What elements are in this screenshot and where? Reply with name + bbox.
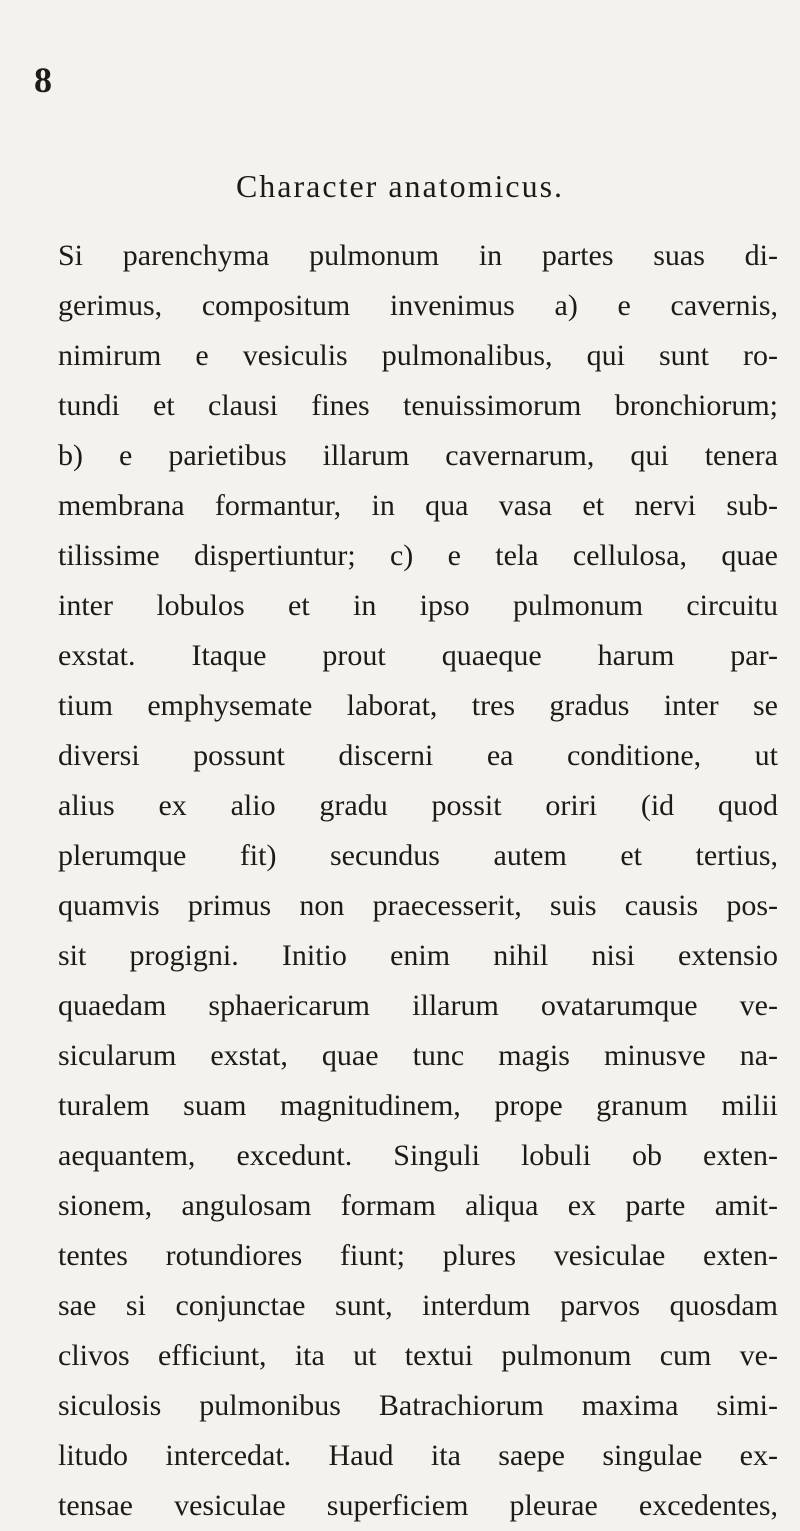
text-line: turalem suam magnitudinem, prope granum milii — [58, 1089, 778, 1122]
text-line: tium emphysemate laborat, tres gradus inter se — [58, 689, 778, 722]
text-line: gerimus, compositum invenimus a) e cavernis, — [58, 289, 778, 322]
page-number: 8 — [34, 60, 52, 100]
text-line: nimirum e vesiculis pulmonalibus, qui sunt ro- — [58, 339, 778, 372]
text-line: diversi possunt discerni ea conditione, ut — [58, 739, 778, 772]
text-line: quaedam sphaericarum illarum ovatarumque ve- — [58, 989, 778, 1022]
text-line: aequantem, excedunt. Singuli lobuli ob exten- — [58, 1139, 778, 1172]
text-line: alius ex alio gradu possit oriri (id quod — [58, 789, 778, 822]
text-line: clivos efficiunt, ita ut textui pulmonum cum ve- — [58, 1339, 778, 1372]
body-text — [58, 231, 778, 1531]
section-heading: Character anatomicus. — [235, 168, 565, 204]
text-line: plerumque fit) secundus autem et tertius, — [58, 839, 778, 872]
text-line: siculosis pulmonibus Batrachiorum maxima simi- — [58, 1389, 778, 1422]
text-line: sionem, angulosam formam aliqua ex parte amit- — [58, 1189, 778, 1222]
text-line: quamvis primus non praecesserit, suis causis pos- — [58, 889, 778, 922]
text-line: sae si conjunctae sunt, interdum parvos quosdam — [58, 1289, 778, 1322]
text-line: sit progigni. Initio enim nihil nisi extensio — [58, 939, 778, 972]
text-line: exstat. Itaque prout quaeque harum par- — [58, 639, 778, 672]
text-line: b) e parietibus illarum cavernarum, qui tenera — [58, 439, 778, 472]
text-line: tundi et clausi fines tenuissimorum bronchiorum; — [58, 389, 778, 422]
text-line: membrana formantur, in qua vasa et nervi sub- — [58, 489, 778, 522]
text-line: tilissime dispertiuntur; c) e tela cellulosa, quae — [58, 539, 778, 572]
text-line: tensae vesiculae superficiem pleurae excedentes, — [58, 1489, 778, 1522]
text-line: inter lobulos et in ipso pulmonum circuitu — [58, 589, 778, 622]
text-line: Si parenchyma pulmonum in partes suas di- — [58, 239, 778, 272]
text-line: sicularum exstat, quae tunc magis minusve na- — [58, 1039, 778, 1072]
text-line: tentes rotundiores fiunt; plures vesiculae exten- — [58, 1239, 778, 1272]
text-line: litudo intercedat. Haud ita saepe singulae ex- — [58, 1439, 778, 1472]
